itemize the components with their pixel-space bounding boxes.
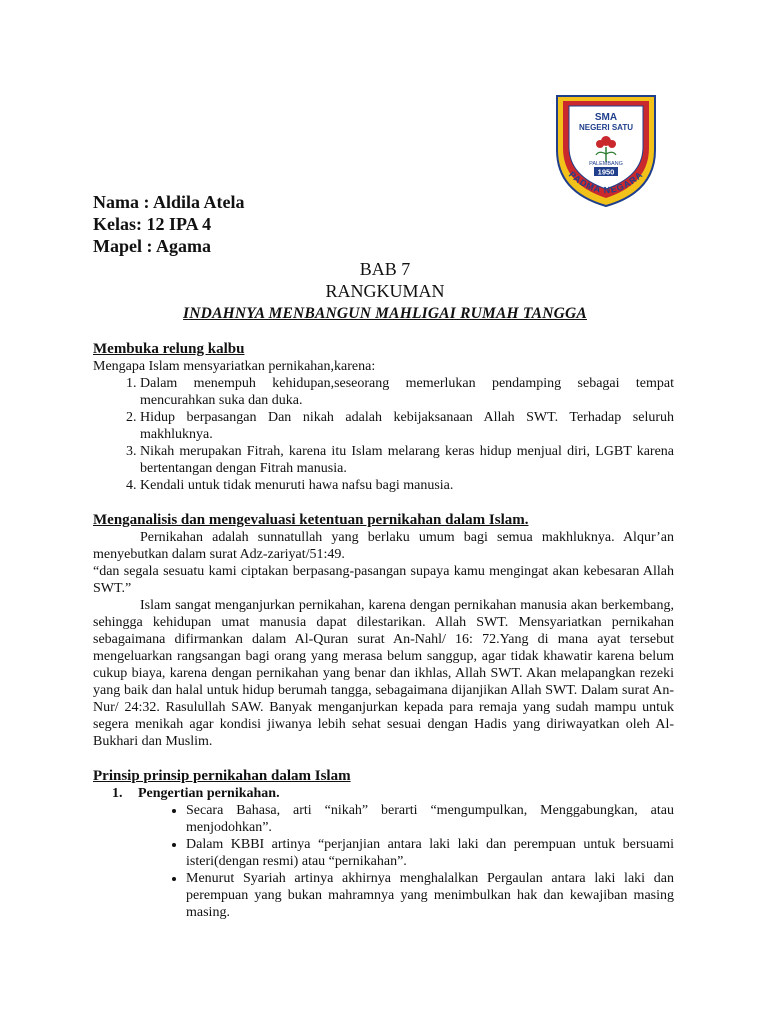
summary-title: RANGKUMAN xyxy=(325,281,445,301)
section2-paragraph-2: Islam sangat menganjurkan pernikahan, karena dengan pernikahan manusia akan berkembang, sehingga kehidupan umat manusia dapat dilestarikan. Allah SWT. Mensyariatkan pernikahan sebagaimana difirmankan dalam Al-Quran surat An-Nahl/ 16: 72.Yang di mana ayat tersebut mengeluarkan rangsangan bagi orang yang merasa belum sanggup, agar tidak khawatir karena belum cukup biaya, karena dengan pernikahan yang benar dan ikhlas, Allah SWT. Akan melapangkan rezeki yang baik dan halal untuk hidup berumah tangga, sebagaimana dijanjikan Allah SWT. Dalam surat An-Nur/ 24:32. Rasulullah SAW. Banyak menganjurkan kepada para remaja yang sudah mampu untuk segera menikah agar kondisi jiwanya lebih sehat sesuai dengan Hadis yang diriwayatkan oleh Al-Bukhari dan Muslim. xyxy=(93,598,674,749)
chapter-subtitle: INDAHNYA MENBANGUN MAHLIGAI RUMAH TANGGA xyxy=(183,305,587,322)
subsection-title: Pengertian pernikahan. xyxy=(138,786,280,801)
list-item: 4. Kendali untuk tidak menuruti hawa nafsu bagi manusia. xyxy=(140,477,674,494)
document-body xyxy=(93,340,674,921)
section2-paragraph-1: Pernikahan adalah sunnatullah yang berlaku umum bagi semua makhluknya. Alqur’an menyebutkan dalam surat Adz-zariyat/51:49. xyxy=(93,530,674,562)
list-item: 1. Dalam menempuh kehidupan,seseorang memerlukan pendamping sebagai tempat mencurahkan suka dan duka. xyxy=(140,375,674,409)
list-item: • Menurut Syariah artinya akhirnya menghalalkan Pergaulan antara laki laki dan perempuan yang bukan mahramnya yang menimbulkan hak dan kewajiban masing masing. xyxy=(186,870,674,921)
student-identity xyxy=(93,191,245,257)
section2-quote: “dan segala sesuatu kami ciptakan berpasang-pasangan supaya kamu mengingat akan kebesaran Allah SWT.” xyxy=(93,564,674,596)
crest-text-city: PALEMBANG xyxy=(589,161,623,167)
reasons-list xyxy=(93,375,674,494)
crest-text-year: 1950 xyxy=(597,167,615,177)
crest-text-sma: SMA xyxy=(594,112,618,123)
list-item: 3. Nikah merupakan Fitrah, karena itu Islam melarang keras hidup menjual diri, LGBT karena bertentangan dengan Fitrah manusia. xyxy=(140,443,674,477)
section-heading-prinsip: Prinsip prinsip pernikahan dalam Islam xyxy=(93,768,351,784)
section1-intro: Mengapa Islam mensyariatkan pernikahan,karena: xyxy=(93,359,376,374)
definition-list xyxy=(93,802,674,921)
student-name: Nama : Aldila Atela xyxy=(93,192,245,212)
subsection-number: 1. xyxy=(112,786,123,801)
crest-motto: PADMA NEGARA xyxy=(566,169,646,196)
student-class: Kelas: 12 IPA 4 xyxy=(93,214,212,234)
list-item: 2. Hidup berpasangan Dan nikah adalah kebijaksanaan Allah SWT. Terhadap seluruh makhluknya. xyxy=(140,409,674,443)
chapter-title: BAB 7 xyxy=(359,259,411,279)
list-item: • Secara Bahasa, arti “nikah” berarti “mengumpulkan, Menggabungkan, atau menjodohkan”. xyxy=(186,802,674,836)
section-heading-ketentuan: Menganalisis dan mengevaluasi ketentuan pernikahan dalam Islam. xyxy=(93,512,529,528)
subsection-heading xyxy=(93,785,674,802)
list-item: • Dalam KBBI artinya “perjanjian antara laki laki dan perempuan untuk bersuami isteri(dengan resmi) atau “pernikahan”. xyxy=(186,836,674,870)
section-heading-relung-kalbu: Membuka relung kalbu xyxy=(93,341,245,357)
student-subject: Mapel : Agama xyxy=(93,236,211,256)
school-crest-logo xyxy=(553,92,659,210)
document-titles xyxy=(93,258,677,324)
crest-text-negeri-satu: NEGERI SATU xyxy=(578,123,634,132)
